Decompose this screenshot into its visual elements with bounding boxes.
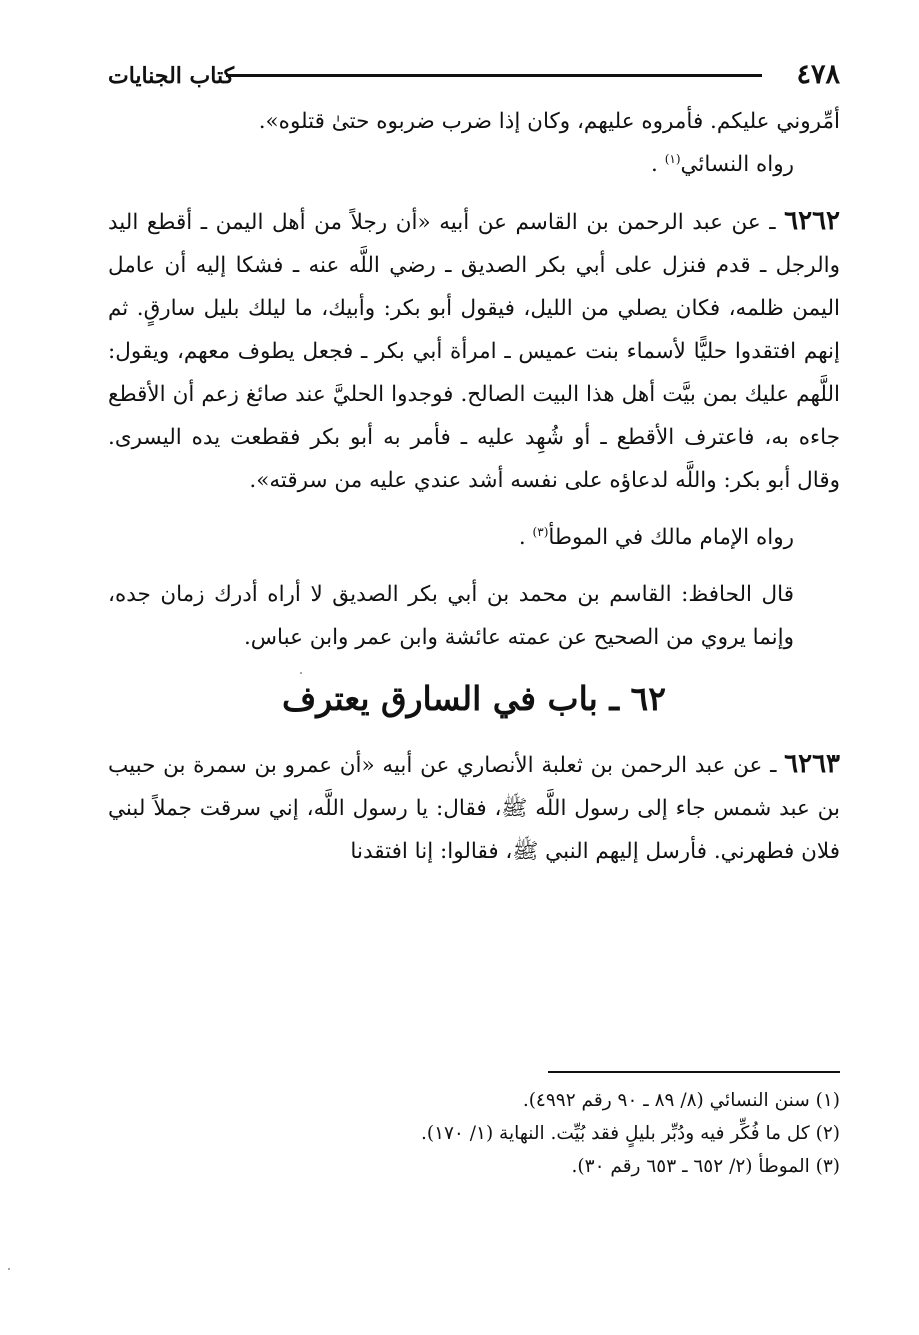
hadith-number: ٦٢٦٣	[784, 749, 840, 779]
continued-paragraph: أمِّروني عليكم. فأمروه عليهم، وكان إذا ضرب ضربوه حتىٰ قتلوه».	[258, 109, 840, 134]
reference-text: رواه الإمام مالك في الموطأ	[548, 525, 794, 550]
nasai-reference: رواه النسائي$^{(١)}$ .	[651, 151, 794, 177]
spacer	[108, 186, 840, 200]
footnote-rule	[548, 1071, 840, 1073]
page-body	[108, 100, 840, 873]
hafiz-comment: قال الحافظ: القاسم بن محمد بن أبي بكر الصديق لا أراه أدرك زمان جده، وإنما يروي من الصحيح عن عمته عائشة وابن عمر وابن عباس.	[108, 582, 794, 650]
hadith-text: ـ عن عبد الرحمن بن ثعلبة الأنصاري عن أبيه «أن عمرو بن سمرة بن حبيب بن عبد شمس جاء إلى رسول اللَّه ﷺ، فقال: يا رسول اللَّه، إني سرقت جملاً لبني فلان فطهرني. فأرسل إليهم النبي ﷺ، فقالوا: إنا افتقدنا	[108, 753, 840, 864]
chapter-title: كتاب الجنايات	[108, 63, 235, 89]
reference-text: رواه النسائي	[680, 152, 794, 177]
footnote-marker: (١)	[664, 151, 681, 166]
footnote-2: (٢) كل ما فُكِّر فيه ودُبِّر بليلٍ فقد بُيِّت. النهاية (١/ ١٧٠).	[420, 1123, 840, 1144]
scan-speck	[8, 1268, 10, 1270]
hadith-number: ٦٢٦٢	[784, 206, 840, 236]
header-rule	[226, 74, 762, 77]
footnote-marker: (٣)	[532, 524, 549, 539]
hadith-6263	[108, 743, 840, 873]
hadith-text: ـ عن عبد الرحمن بن القاسم عن أبيه «أن رجلاً من أهل اليمن ـ أقطع اليد والرجل ـ قدم فنزل على أبي بكر الصديق ـ رضي اللَّه عنه ـ فشكا إليه أن عامل اليمن ظلمه، فكان يصلي من الليل، فيقول أبو بكر: وأبيك، ما ليلك بليل سارقٍ. ثم إنهم افتقدوا حليًّا لأسماء بنت عميس ـ امرأة أبي بكر ـ فجعل يطوف معهم، ويقول: اللَّهم عليك بمن بيَّت أهل هذا البيت الصالح. فوجدوا الحليَّ عند صائغ زعم أن الأقطع جاءه به، فاعترف الأقطع ـ أو شُهِد عليه ـ فأمر به أبو بكر فقطعت يده اليسرى. وقال أبو بكر: واللَّه لدعاؤه على نفسه أشد عندي عليه من سرقته».	[108, 210, 840, 493]
scan-speck	[300, 672, 302, 674]
page-number: ٤٧٨	[796, 59, 840, 90]
footnote-3: (٣) الموطأ (٢/ ٦٥٢ ـ ٦٥٣ رقم ٣٠).	[571, 1156, 840, 1177]
running-header	[108, 58, 840, 98]
malik-reference: رواه الإمام مالك في الموطأ$^{(٣)}$ .	[518, 524, 794, 550]
footnote-1: (١) سنن النسائي (٨/ ٨٩ ـ ٩٠ رقم ٤٩٩٢).	[522, 1090, 840, 1111]
spacer	[108, 502, 840, 516]
footnotes	[108, 1084, 840, 1183]
spacer	[108, 559, 840, 573]
section-heading: ٦٢ ـ باب في السارق يعترف	[282, 679, 666, 718]
hadith-6262	[108, 200, 840, 502]
